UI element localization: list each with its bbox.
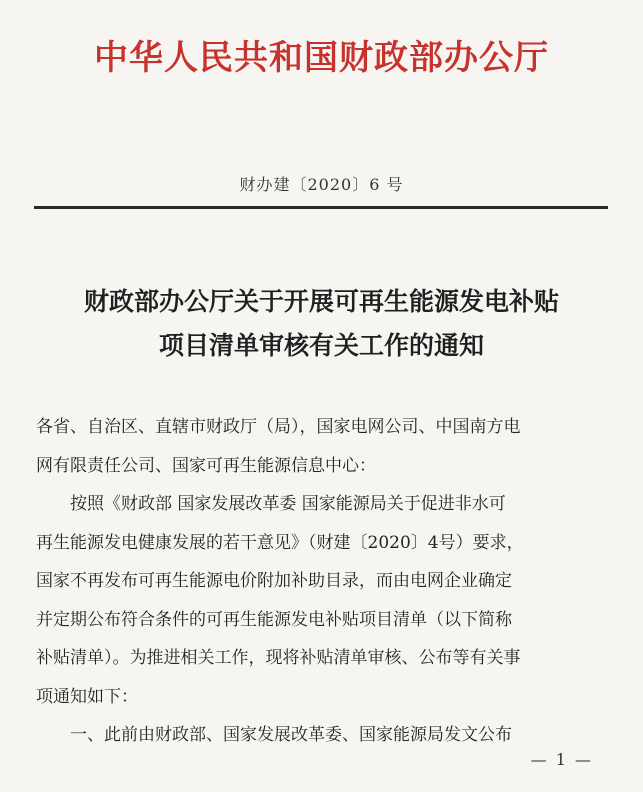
body-line: 国家不再发布可再生能源电价附加补助目录，而由电网企业确定	[36, 571, 512, 591]
body-line: 按照《财政部 国家发展改革委 国家能源局关于促进非水可	[70, 494, 506, 514]
issuer-heading: 中华人民共和国财政部办公厅	[94, 38, 549, 78]
body-line: 项通知如下：	[36, 686, 138, 707]
body-line: 网有限责任公司、国家可再生能源信息中心：	[36, 455, 376, 476]
document-title	[0, 280, 643, 368]
document-body	[36, 408, 611, 755]
title-line-2: 项目清单审核有关工作的通知	[158, 331, 484, 360]
body-line: 并定期公布符合条件的可再生能源发电补贴项目清单（以下简称	[36, 609, 512, 630]
page-number: — 1 —	[530, 750, 593, 769]
body-line: 一、此前由财政部、国家发展改革委、国家能源局发文公布	[70, 725, 512, 745]
title-line-1: 财政部办公厅关于开展可再生能源发电补贴	[83, 287, 559, 316]
body-line: 再生能源发电健康发展的若干意见》（财建〔2020〕4号）要求，	[36, 532, 524, 553]
separator-rule	[34, 206, 608, 209]
body-line: 各省、自治区、直辖市财政厅（局），国家电网公司、中国南方电	[36, 417, 521, 437]
body-line: 补贴清单）。为推进相关工作，现将补贴清单审核、公布等有关事	[36, 648, 521, 668]
document-number: 财办建〔2020〕6 号	[239, 175, 404, 194]
